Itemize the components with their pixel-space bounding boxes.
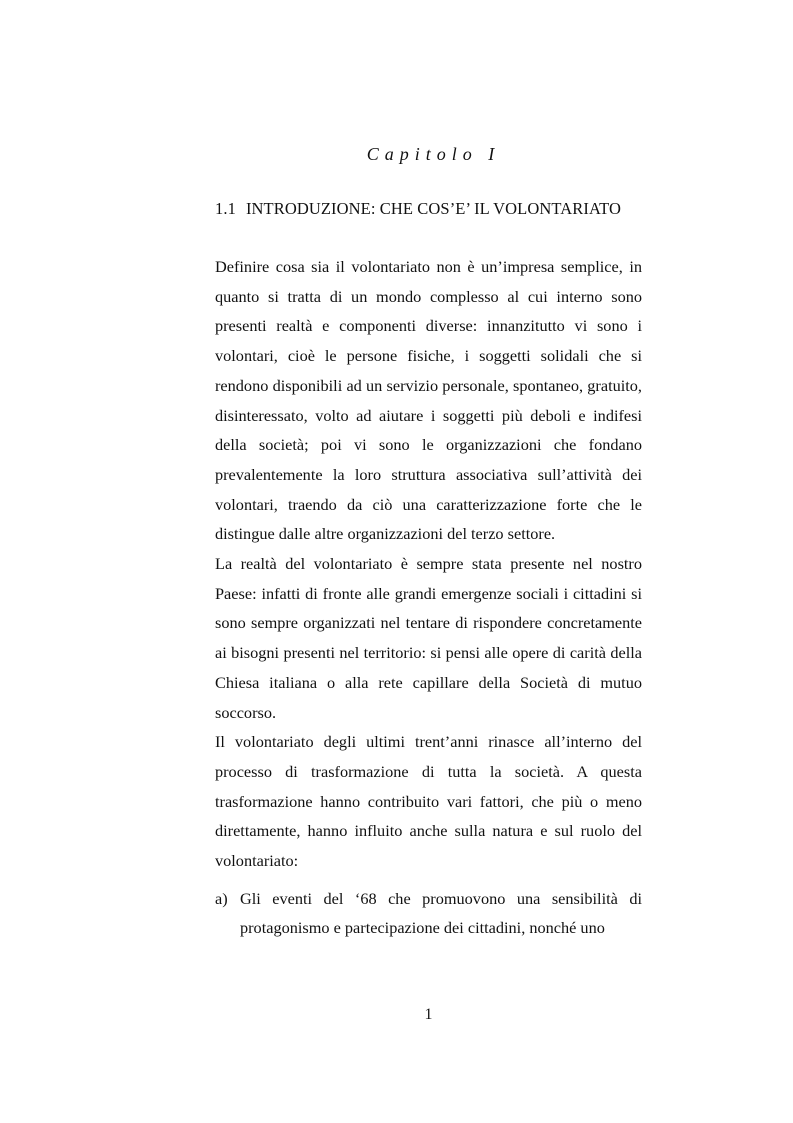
list-item-text: Gli eventi del ‘68 che promuovono una sensibilità di protagonismo e partecipazione dei cittadini, nonché uno [240,888,642,938]
chapter-heading: Capitolo I [366,144,501,164]
section-number: 1.1 [215,199,236,218]
page-number: 1 [424,1006,433,1023]
paragraph: Il volontariato degli ultimi trent’anni rinasce all’interno del processo di trasformazione di tutta la società. A questa trasformazione hanno contribuito vari fattori, che più o meno direttamente, hanno influito anche sulla natura e sul ruolo del volontariato: [215,732,642,871]
section-title [215,199,655,219]
list-item [215,884,642,943]
body-text [215,252,642,943]
section-title-text: INTRODUZIONE: CHE COS’E’ IL VOLONTARIATO [245,199,622,218]
list-marker: a) [215,888,228,908]
paragraph: La realtà del volontariato è sempre stata presente nel nostro Paese: infatti di fronte alle grandi emergenze sociali i cittadini si sono sempre organizzati nel tentare di rispondere concretamente ai bisogni presenti nel territorio: si pensi alle opere di carità della Chiesa italiana o alla rete capillare della Società di mutuo soccorso. [215,554,642,722]
paragraph: Definire cosa sia il volontariato non è un’impresa semplice, in quanto si tratta di un mondo complesso al cui interno sono presenti realtà e componenti diverse: innanzitutto vi sono i volontari, cioè le persone fisiche, i soggetti solidali che si rendono disponibili ad un servizio personale, spontaneo, gratuito, disinteressato, volto ad aiutare i soggetti più deboli e indifesi della società; poi vi sono le organizzazioni che fondano prevalentemente la loro struttura associativa sull’attività dei volontari, traendo da ciò una caratterizzazione forte che le distingue dalle altre organizzazioni del terzo settore. [215,257,642,544]
